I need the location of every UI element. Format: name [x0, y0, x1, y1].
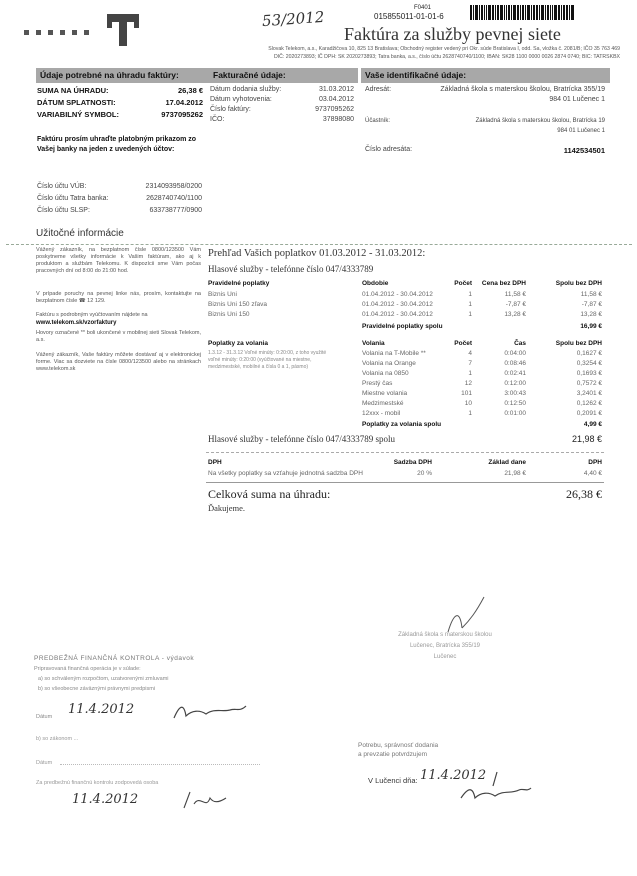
account-slsp-value: 633738777/0900 — [149, 207, 202, 214]
delivery-date-label: Dátum dodania služby: — [210, 86, 282, 93]
calls-row-type: Volania na T-Mobile ** — [362, 350, 426, 357]
account-vub-value: 2314093958/0200 — [145, 183, 202, 190]
identification-header: Vaše identifikačné údaje: — [361, 68, 610, 83]
calls-col-total: Spolu bez DPH — [555, 340, 602, 347]
vat-col-base: Základ dane — [488, 459, 526, 466]
vat-col-name: DPH — [208, 459, 222, 466]
company-line-1: Slovak Telekom, a.s., Karadžičova 10, 825 13 Bratislava; Obchodný register vedený pri Okr. súde Bratislava I, odd. Sa, vložka č. 2081/B; IČO 35 763 469 — [268, 46, 620, 52]
regular-row-period: 01.04.2012 - 30.04.2012 — [362, 291, 433, 298]
regular-col-total: Spolu bez DPH — [555, 280, 602, 287]
participant-label: Účastník: — [365, 118, 391, 124]
payment-vs-value: 9737095262 — [161, 110, 203, 119]
invoice-no-label: Číslo faktúry: — [210, 106, 251, 113]
regular-row-name: Biznis Uni — [208, 291, 237, 298]
calls-row-count: 101 — [461, 390, 472, 397]
calls-row-type: Prestý čas — [362, 380, 393, 387]
calls-row-count: 1 — [468, 410, 472, 417]
payment-header: Údaje potrebné na úhradu faktúry: — [36, 68, 209, 83]
regular-row-period: 01.04.2012 - 30.04.2012 — [362, 301, 433, 308]
invoice-info-header: Fakturačné údaje: — [209, 68, 358, 83]
account-slsp-label: Číslo účtu SLSP: — [37, 207, 90, 214]
regular-row-period: 01.04.2012 - 30.04.2012 — [362, 311, 433, 318]
control-title: PREDBEŽNÁ FINANČNÁ KONTROLA - výdavok — [34, 655, 195, 662]
calls-row-total: 0,7572 € — [576, 380, 602, 387]
regular-col-count: Počet — [454, 280, 472, 287]
regular-col-name: Pravidelné poplatky — [208, 280, 270, 287]
info-paragraph-3a: Faktúru s podrobným vyúčtovaním nájdete na — [36, 312, 148, 318]
regular-row-total: 13,28 € — [580, 311, 602, 318]
delivery-date-value: 31.03.2012 — [318, 86, 354, 93]
payment-vs-label: VARIABILNÝ SYMBOL: — [37, 110, 119, 119]
calls-row-count: 12 — [464, 380, 472, 387]
calls-row-time: 3:00:43 — [504, 390, 526, 397]
payment-due-label: DÁTUM SPLATNOSTI: — [37, 98, 116, 107]
payment-sum-label: SUMA NA ÚHRADU: — [37, 86, 109, 95]
calls-row-count: 4 — [468, 350, 472, 357]
place-date: 11.4.2012 — [420, 768, 487, 783]
regular-row-total: 11,58 € — [580, 291, 602, 298]
control-line-2: a) so schváleným rozpočtom, uzatvorenými zmluvami — [38, 676, 169, 682]
calls-row-total: 0,1262 € — [576, 400, 602, 407]
info-paragraph-4: Hovory označené ** boli ukončené v mobilnej sieti Slovak Telekom, a.s. — [36, 330, 201, 343]
calls-row-type: Volania na 0850 — [362, 370, 409, 377]
telekom-t-logo — [107, 14, 139, 46]
calls-row-count: 7 — [468, 360, 472, 367]
grand-total-value: 26,38 € — [566, 487, 602, 501]
regular-col-price: Cena bez DPH — [481, 280, 526, 287]
signature-bottom — [455, 768, 535, 808]
compiler-label: Za predbežnú finančnú kontrolu zodpovedá osoba — [36, 780, 159, 786]
address-label: Adresát: — [365, 86, 392, 93]
calls-total-label: Poplatky za volania spolu — [362, 421, 442, 428]
account-vub-label: Číslo účtu VÚB: — [37, 183, 87, 190]
company-line-2: DIČ: 2020273893; IČ DPH: SK 2020273893; Tatra banka, a.s., číslo účtu 2628740740/1100; IBAN: SK28 1100 0000 0026 2874 0740; BIC: TATRSKBX — [273, 54, 620, 60]
calls-free-minutes-note: 1.3.12 - 31.3.12 Voľné minúty: 0:20:00, z toho využité voľné minúty: 0:20:00 (vyúčtované na miestne, medzimestské, mobilné a čísla 0 a 1, pásmo) — [208, 350, 327, 370]
regular-row-price: 11,58 € — [504, 291, 526, 298]
recipient-no-value: 1142534501 — [563, 146, 605, 155]
necessity-line-2: a prevzatie potvrdzujem — [358, 751, 428, 758]
calls-col-name: Poplatky za volania — [208, 340, 268, 347]
brand-dots — [24, 30, 89, 35]
info-paragraph-5: Vážený zákazník, Vaše faktúry môžete dostávať aj v elektronickej forme. Viac sa dozviete na čísle 0800/123500 alebo na stránkach www.telekom.sk — [36, 352, 201, 372]
calls-row-type: 12xxx - mobil — [362, 410, 401, 417]
info-paragraph-1: Vážený zákazník, na bezplatnom čísle 0800/123500 Vám poskytneme všetky informácie k Vašim faktúram, ako aj k produktom a službám Telekomu. K dispozícii sme Vám počas pracovných dní od 8:00 do 21:00 hod. — [36, 247, 201, 274]
payment-sum-value: 26,38 € — [177, 86, 203, 95]
calls-row-time: 0:08:46 — [504, 360, 526, 367]
issue-date-label: Dátum vyhotovenia: — [210, 96, 272, 103]
school-stamp-line-3: Lučenec — [433, 654, 457, 660]
regular-total-value: 16,99 € — [580, 323, 602, 330]
control-line-3: b) so všeobecne záväznými právnymi predpismi — [38, 686, 156, 692]
signature-line — [60, 764, 260, 765]
vat-col-rate: Sadzba DPH — [393, 459, 432, 466]
participant-line-2: 984 01 Lučenec 1 — [557, 128, 605, 134]
place-label: V Lučenci dňa: — [368, 776, 418, 785]
regular-row-name: Biznis Uni 150 zľava — [208, 301, 267, 308]
calls-row-time: 0:01:00 — [504, 410, 526, 417]
calls-row-total: 0,3254 € — [576, 360, 602, 367]
vat-amount: 4,40 € — [583, 470, 602, 477]
vat-base: 21,98 € — [504, 470, 526, 477]
address-line-1: Základná škola s materskou školou, Bratrícka 355/19 — [440, 86, 605, 93]
calls-row-type: Miestne volania — [362, 390, 408, 397]
overview-subtitle: Hlasové služby - telefónne číslo 047/4333789 — [208, 264, 374, 274]
info-paragraph-2: V prípade poruchy na pevnej linke nás, prosím, kontaktujte na bezplatnom čísle ☎ 12 129. — [36, 291, 201, 304]
regular-col-period: Obdobie — [362, 280, 389, 287]
regular-row-count: 1 — [468, 291, 472, 298]
calls-row-total: 0,1627 € — [576, 350, 602, 357]
ico-value: 37898080 — [322, 116, 354, 123]
invoice-title: Faktúra za služby pevnej siete — [344, 24, 561, 44]
barcode — [470, 5, 620, 20]
calls-row-total: 0,2091 € — [576, 410, 602, 417]
signature-compiler — [180, 790, 230, 812]
control-line-1: Pripravovaná finančná operácia je v súlade: — [34, 666, 141, 672]
regular-row-name: Biznis Uni 150 — [208, 311, 250, 318]
responsible-label: b) so zákonom ... — [36, 736, 79, 742]
regular-row-total: -7,87 € — [581, 301, 602, 308]
useful-info-title: Užitočné informácie — [36, 228, 124, 239]
invoice-no-value: 9737095262 — [315, 106, 354, 113]
calls-row-time: 0:02:41 — [504, 370, 526, 377]
calls-row-total: 3,2401 € — [576, 390, 602, 397]
account-tatra-label: Číslo účtu Tatra banka: — [37, 195, 109, 202]
vat-description: Na všetky poplatky sa vzťahuje jednotná sadzba DPH — [208, 470, 363, 477]
voice-total-label: Hlasové služby - telefónne číslo 047/4333789 spolu — [208, 434, 395, 444]
school-stamp-line-2: Lučenec, Bratrícka 355/19 — [409, 643, 481, 649]
handwritten-ref: 53/2012 — [261, 7, 325, 31]
overview-title: Prehľad Vašich poplatkov 01.03.2012 - 31.03.2012: — [208, 248, 426, 259]
signature-control — [170, 700, 250, 724]
regular-row-count: 1 — [468, 301, 472, 308]
issue-date-value: 03.04.2012 — [318, 96, 354, 103]
calls-col-time: Čas — [514, 340, 526, 347]
necessity-line-1: Potrebu, správnosť dodania — [358, 742, 439, 749]
doc-code: F0401 — [414, 5, 432, 11]
divider — [6, 244, 632, 245]
separator — [206, 452, 604, 453]
control-date-label: Dátum — [36, 714, 53, 720]
grand-total-label: Celková suma na úhradu: — [208, 487, 331, 501]
regular-row-count: 1 — [468, 311, 472, 318]
calls-row-type: Volania na Orange — [362, 360, 416, 367]
calls-row-type: Medzimestské — [362, 400, 404, 407]
calls-row-time: 0:12:00 — [504, 380, 526, 387]
regular-total-label: Pravidelné poplatky spolu — [362, 323, 443, 330]
calls-row-total: 0,1693 € — [576, 370, 602, 377]
info-link[interactable]: www.telekom.sk/vzorfaktury — [36, 320, 117, 326]
vat-col-amount: DPH — [588, 459, 602, 466]
regular-row-price: -7,87 € — [505, 301, 526, 308]
calls-total-value: 4,99 € — [583, 421, 602, 428]
recipient-no-label: Číslo adresáta: — [365, 146, 413, 153]
calls-row-time: 0:12:50 — [504, 400, 526, 407]
thanks: Ďakujeme. — [208, 503, 246, 513]
calls-col-type: Volania — [362, 340, 385, 347]
regular-row-price: 13,28 € — [504, 311, 526, 318]
signature-top — [440, 592, 500, 637]
voice-total-value: 21,98 € — [571, 434, 602, 444]
control-date-label-2: Dátum — [36, 760, 53, 766]
payment-notice: Faktúru prosím uhraďte platobným prikazom zo Vašej banky na jeden z uvedených účtov: — [37, 136, 197, 153]
separator — [206, 482, 604, 483]
control-date-value: 11.4.2012 — [68, 702, 135, 717]
school-stamp-line-1: Základná škola s materskou školou — [398, 632, 492, 638]
account-tatra-value: 2628740740/1100 — [146, 195, 202, 202]
ico-label: IČO: — [210, 116, 225, 123]
calls-row-time: 0:04:00 — [504, 350, 526, 357]
calls-row-count: 10 — [464, 400, 472, 407]
compiler-date: 11.4.2012 — [72, 792, 139, 807]
participant-line-1: Základná škola s materskou školou, Bratrícka 19 — [475, 118, 605, 124]
calls-row-count: 1 — [468, 370, 472, 377]
address-line-2: 984 01 Lučenec 1 — [549, 96, 605, 103]
calls-col-count: Počet — [454, 340, 472, 347]
invoice-number-top: 015855011-01-01-6 — [374, 12, 444, 21]
payment-due-value: 17.04.2012 — [165, 98, 203, 107]
vat-rate: 20 % — [417, 470, 432, 477]
